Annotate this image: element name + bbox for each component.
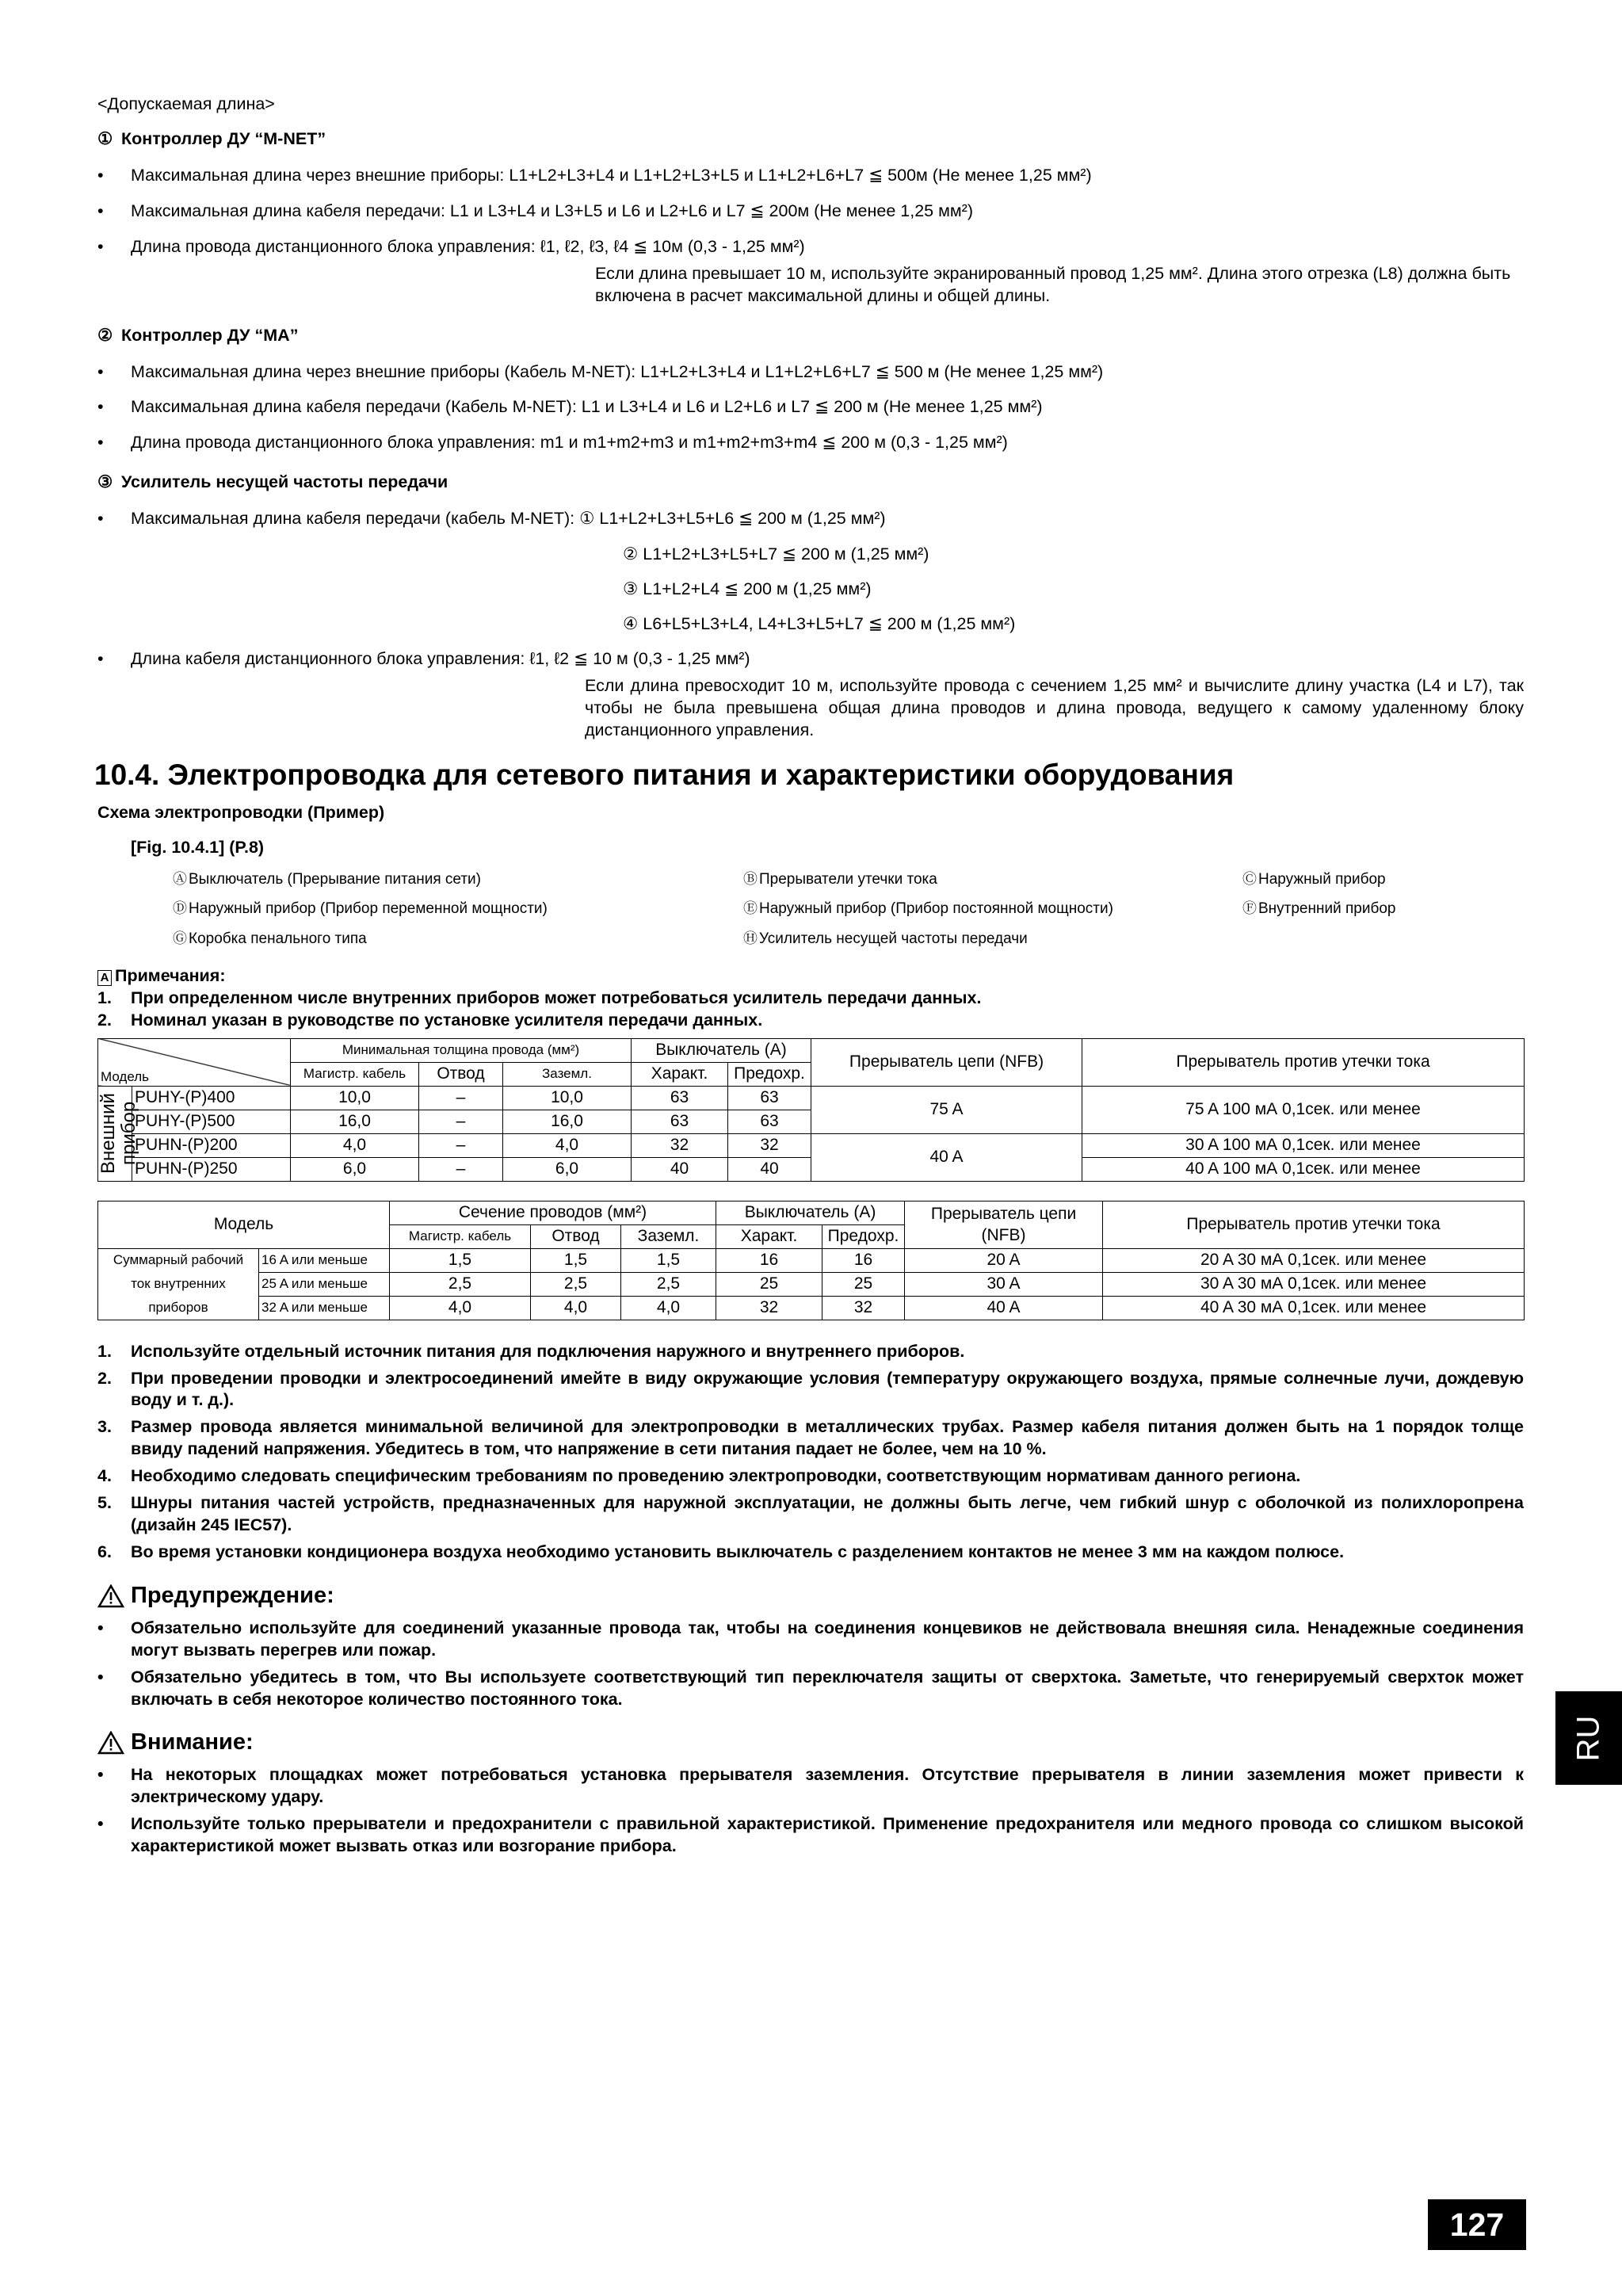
allowed-length-heading: <Допускаемая длина>	[97, 94, 275, 113]
legend-text: Прерыватели утечки тока	[759, 870, 937, 888]
section-header: Сечение проводов (мм²)	[390, 1201, 716, 1224]
indoor-unit-table	[97, 1201, 1525, 1320]
notes-heading: A Примечания:	[97, 965, 1524, 988]
legend-key: Ⓗ	[743, 930, 758, 947]
section-title: Усилитель несущей частоты передачи	[120, 472, 448, 492]
notes-box-label: A	[97, 970, 112, 986]
fuse-header: Предохр.	[822, 1224, 905, 1248]
fuse-header: Предохр.	[728, 1062, 811, 1086]
bullet-item: • Максимальная длина кабеля передачи (кабель M-NET): ① L1+L2+L3+L5+L6 ≦ 200 м (1,25 мм²)	[97, 509, 886, 529]
bullet-item: • Максимальная длина через внешние приборы: L1+L2+L3+L4 и L1+L2+L3+L5 и L1+L2+L6+L7 ≦ 500м (Не менее 1,25 мм²)	[97, 165, 1092, 185]
min-thickness-header: Минимальная толщина провода (мм²)	[291, 1038, 632, 1062]
warning-item: • Обязательно используйте для соединений указанные провода так, чтобы на соединения концевиков не действовала внешняя сила. Ненадежные соединения могут вызвать перегрев или пожар.	[97, 1618, 1524, 1660]
section-title-10-4: 10.4. Электропроводка для сетевого питания и характеристики оборудования	[94, 758, 1235, 791]
switch-header: Выключатель (А)	[632, 1038, 811, 1062]
numbered-notes	[97, 1341, 1524, 1564]
bullet-item: • Длина провода дистанционного блока управления: ℓ1, ℓ2, ℓ3, ℓ4 ≦ 10м (0,3 - 1,25 мм²)	[97, 236, 805, 256]
bullet-item: • Максимальная длина кабеля передачи (Кабель M-NET): L1 и L3+L4 и L6 и L2+L6 и L7 ≦ 200 м (Не менее 1,25 мм²)	[97, 397, 1043, 417]
caution-item: • Используйте только прерыватели и предохранители с правильной характеристикой. Применение предохранителя или медного провода со слишком высокой характеристикой может вызвать отказ или возгорание прибора.	[97, 1814, 1524, 1855]
legend-text: Выключатель (Прерывание питания сети)	[189, 870, 481, 888]
bullet-item: • Длина провода дистанционного блока управления: m1 и m1+m2+m3 и m1+m2+m3+m4 ≦ 200 м (0,3 - 1,25 мм²)	[97, 433, 1008, 453]
figure-reference: [Fig. 10.4.1] (P.8)	[131, 837, 265, 857]
formula-line: ② L1+L2+L3+L5+L7 ≦ 200 м (1,25 мм²)	[623, 544, 929, 564]
nfb-header: Прерыватель цепи (NFB)	[905, 1201, 1103, 1248]
note-item: 2. Номинал указан в руководстве по установке усилителя передачи данных.	[97, 1010, 763, 1030]
note-item: 1. При определенном числе внутренних приборов может потребоваться усилитель передачи данных.	[97, 988, 982, 1007]
formula-line: ④ L6+L5+L3+L4, L4+L3+L5+L7 ≦ 200 м (1,25 мм²)	[623, 614, 1016, 634]
section-number: ②	[97, 325, 113, 345]
formula-line: ③ L1+L2+L4 ≦ 200 м (1,25 мм²)	[623, 579, 872, 599]
section-mnet-heading	[97, 128, 1524, 151]
legend-key: Ⓑ	[743, 870, 758, 887]
list-item: 6. Во время установки кондиционера воздуха необходимо установить выключатель с разделением контактов не менее 3 мм на каждом полюсе.	[97, 1542, 1345, 1562]
bullet-item: • Максимальная длина через внешние приборы (Кабель M-NET): L1+L2+L3+L4 и L1+L2+L6+L7 ≦ 500 м (Не менее 1,25 мм²)	[97, 361, 1104, 381]
warning-triangle-icon	[97, 1731, 124, 1755]
table-row: PUHN-(P)250 6,0 – 6,0 40 40 40 A 100 мА 0,1сек. или менее	[98, 1157, 1525, 1181]
ground-header: Заземл.	[621, 1224, 716, 1248]
wiring-subtitle: Схема электропроводки (Пример)	[97, 802, 385, 822]
legend-key: Ⓐ	[173, 870, 187, 887]
legend-key: Ⓔ	[743, 900, 758, 917]
leak-header: Прерыватель против утечки тока	[1082, 1038, 1525, 1086]
bullet-item: • Длина кабеля дистанционного блока управления: ℓ1, ℓ2 ≦ 10 м (0,3 - 1,25 мм²)	[97, 649, 750, 668]
model-header: Модель	[98, 1201, 390, 1248]
warning-heading: Предупреждение:	[97, 1581, 1524, 1611]
table-row: ток внутренних 25 A или меньше 2,5 2,5 2,5 25 25 30 A 30 A 30 мА 0,1сек. или менее	[98, 1272, 1525, 1296]
section-number: ①	[97, 128, 113, 148]
char-header: Характ.	[716, 1224, 822, 1248]
outdoor-unit-label: Внешний прибор	[98, 1086, 132, 1181]
page-number: 127	[1428, 2199, 1526, 2250]
bullet-continuation: Если длина превышает 10 м, используйте экранированный провод 1,25 мм². Длина этого отрезка (L8) должна быть включена в расчет максимальной длины и общей длины.	[595, 263, 1511, 305]
list-item: 5. Шнуры питания частей устройств, предназначенных для наружной эксплуатации, не должны быть легче, чем гибкий шнур с оболочкой из полихлоропрена (дизайн 245 IEC57).	[97, 1493, 1524, 1535]
legend-text: Наружный прибор (Прибор переменной мощности)	[189, 900, 548, 918]
legend-text: Внутренний прибор	[1258, 900, 1396, 918]
bullet-continuation: Если длина превосходит 10 м, используйте провода с сечением 1,25 мм² и вычислите длину участка (L4 и L7), так чтобы не была превышена общая длина проводов и длина провода, ведущего к самому удаленному блоку дистанционного управления.	[585, 675, 1524, 739]
section-title: Контроллер ДУ “MA”	[120, 325, 299, 345]
list-item: 3. Размер провода является минимальной величиной для электропроводки в металлических трубах. Размер кабеля питания должен быть на 1 порядок толще ввиду падений напряжения. Убедитесь в том, что напряжение в сети питания падает не более, чем на 10 %.	[97, 1417, 1524, 1459]
list-item: 1. Используйте отдельный источник питания для подключения наружного и внутреннего приборов.	[97, 1341, 965, 1361]
legend-text: Наружный прибор	[1258, 870, 1386, 888]
warning-triangle-icon	[97, 1584, 124, 1608]
figure-legend	[173, 870, 1524, 949]
list-item: 2. При проведении проводки и электросоединений имейте в виду окружающие условия (температуру окружающего воздуха, прямые солнечные лучи, дождевую воду и т. д.).	[97, 1368, 1524, 1410]
legend-text: Усилитель несущей частоты передачи	[759, 930, 1028, 948]
bullet-item: • Максимальная длина кабеля передачи: L1 и L3+L4 и L3+L5 и L6 и L2+L6 и L7 ≦ 200м (Не менее 1,25 мм²)	[97, 201, 973, 220]
branch-header: Отвод	[531, 1224, 621, 1248]
list-item: 4. Необходимо следовать специфическим требованиям по проведению электропроводки, соответствующим нормативам данного региона.	[97, 1466, 1301, 1486]
legend-text: Наружный прибор (Прибор постоянной мощности)	[759, 900, 1113, 918]
char-header: Характ.	[632, 1062, 728, 1086]
ground-header: Заземл.	[503, 1062, 632, 1086]
leak-header: Прерыватель против утечки тока	[1103, 1201, 1525, 1248]
main-cable-header: Магистр. кабель	[291, 1062, 419, 1086]
branch-header: Отвод	[419, 1062, 503, 1086]
warning-item: • Обязательно убедитесь в том, что Вы используете соответствующий тип переключателя защиты от сверхтока. Заметьте, что генерируемый сверхток может включать в себя некоторое количество постоянного тока.	[97, 1667, 1524, 1709]
legend-key: Ⓕ	[1242, 900, 1257, 917]
caution-heading: Внимание:	[97, 1728, 1524, 1758]
page-content	[94, 94, 1524, 1862]
section-title: Контроллер ДУ “M-NET”	[120, 128, 326, 148]
section-amplifier-heading	[97, 472, 1524, 494]
outdoor-unit-table	[97, 1038, 1525, 1182]
main-cable-header: Магистр. кабель	[390, 1224, 531, 1248]
model-header: Модель	[98, 1038, 291, 1086]
table-row: приборов 32 A или меньше 4,0 4,0 4,0 32 32 40 A 40 A 30 мА 0,1сек. или менее	[98, 1296, 1525, 1320]
table-row: Внешний прибор PUHY-(P)400 10,0 – 10,0 63 63 75 A 75 A 100 мА 0,1сек. или менее	[98, 1086, 1525, 1110]
legend-key: Ⓓ	[173, 900, 187, 917]
table-row: PUHN-(P)200 4,0 – 4,0 32 32 40 A 30 A 100 мА 0,1сек. или менее	[98, 1133, 1525, 1157]
caution-item: • На некоторых площадках может потребоваться установка прерывателя заземления. Отсутствие прерывателя в линии заземления может привести к электрическому удару.	[97, 1765, 1524, 1807]
switch-header: Выключатель (А)	[716, 1201, 905, 1224]
section-ma-heading	[97, 325, 1524, 347]
legend-key: Ⓖ	[173, 930, 187, 947]
legend-text: Коробка пенального типа	[189, 930, 367, 948]
table-row: Суммарный рабочий 16 A или меньше 1,5 1,5 1,5 16 16 20 A 20 A 30 мА 0,1сек. или менее	[98, 1248, 1525, 1272]
nfb-header: Прерыватель цепи (NFB)	[811, 1038, 1082, 1086]
legend-key: Ⓒ	[1242, 870, 1257, 887]
table-row: PUHY-(P)500 16,0 – 16,0 63 63	[98, 1110, 1525, 1133]
language-tab: RU	[1555, 1691, 1622, 1785]
section-number: ③	[97, 472, 113, 492]
